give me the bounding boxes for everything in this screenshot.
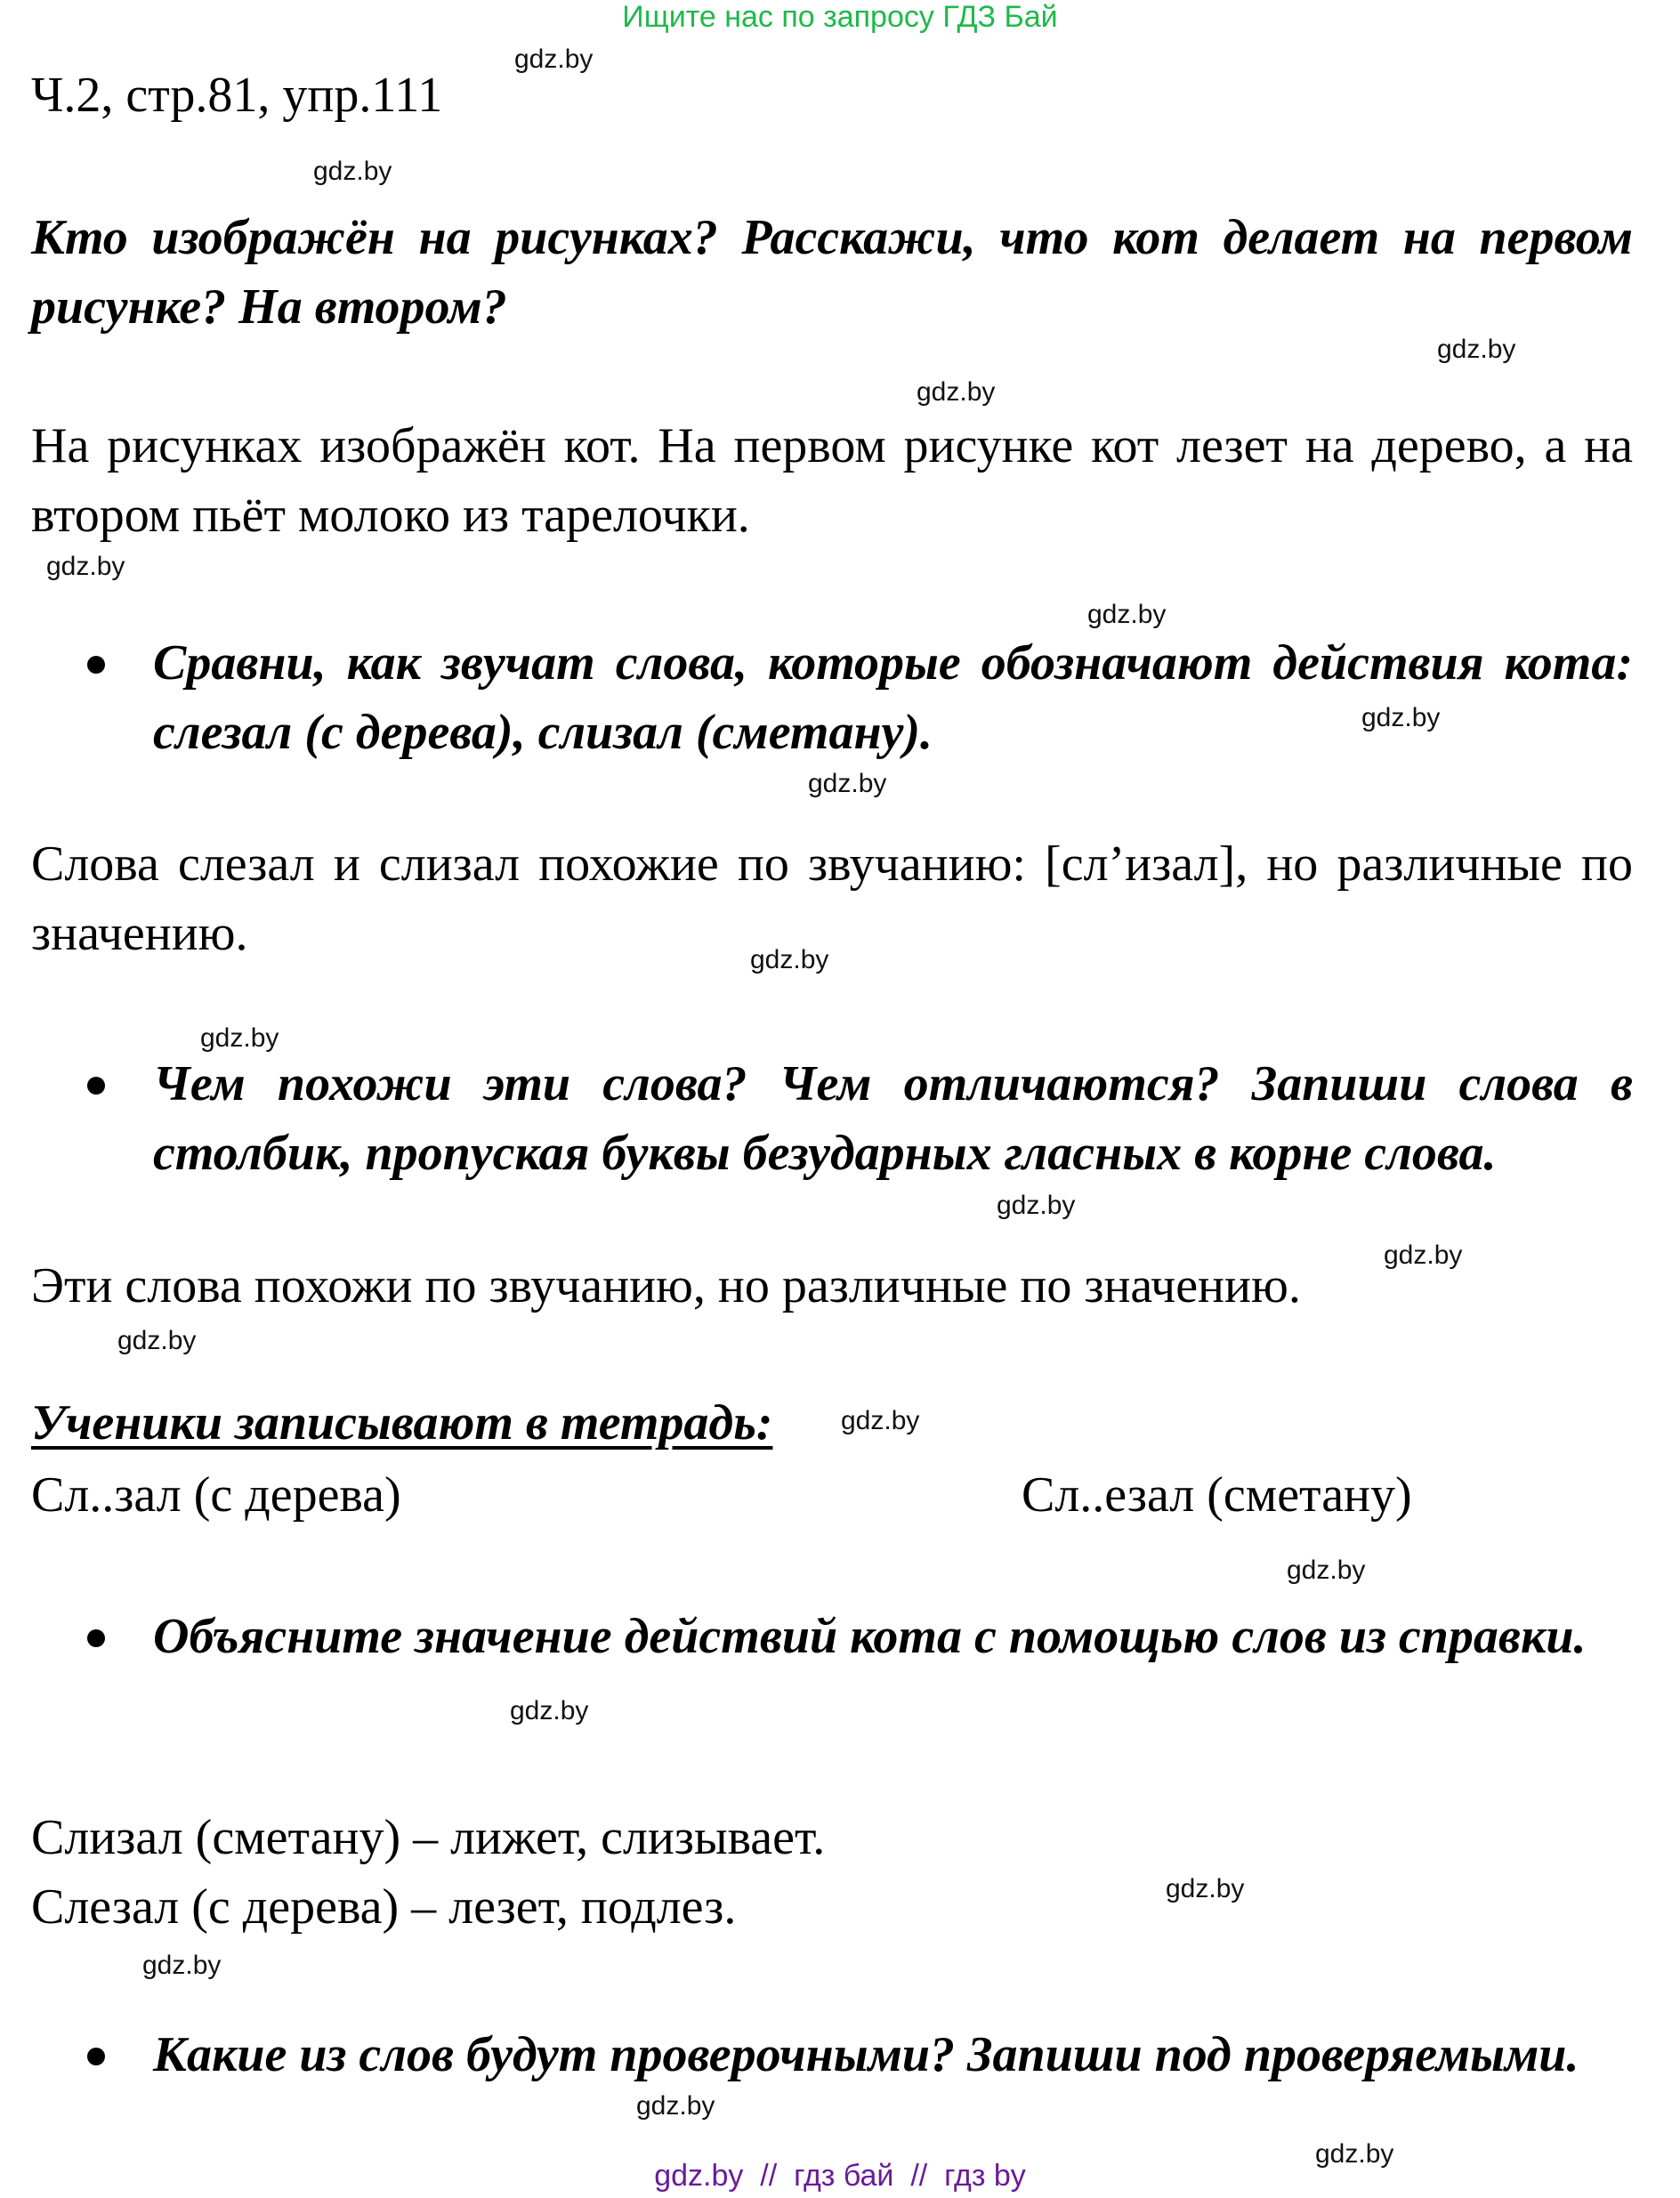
watermark: gdz.by	[142, 1951, 222, 1980]
question-3: Чем похожи эти слова? Чем отличаются? Запиши слова в столбик, пропуская буквы безударных гласных в корне слова.	[153, 1056, 1633, 1181]
question-1: Кто изображён на рисунках? Расскажи, что кот делает на первом рисунке? На втором?	[31, 210, 1633, 335]
watermark: gdz.by	[808, 769, 887, 798]
watermark: gdz.by	[117, 1326, 197, 1355]
top-banner: Ищите нас по запросу ГДЗ Бай	[622, 0, 1058, 34]
watermark: gdz.by	[514, 44, 594, 74]
watermark: gdz.by	[917, 377, 996, 407]
question-2: Сравни, как звучат слова, которые обозначают действия кота: слезал (с дерева), слизал (сметану).	[153, 635, 1633, 760]
answer-1: На рисунках изображён кот. На первом рисунке кот лезет на дерево, а на втором пьёт молоко из тарелочки.	[31, 418, 1633, 543]
answer-2: Слова слезал и слизал похожие по звучанию: [сл’изал], но различные по значению.	[31, 836, 1633, 961]
answer-4-line-2: Слезал (с дерева) – лезет, подлез.	[31, 1879, 737, 1935]
watermark: gdz.by	[997, 1191, 1076, 1220]
answer-3: Эти слова похожи по звучанию, но различные по значению.	[31, 1258, 1301, 1313]
watermark: gdz.by	[46, 552, 125, 581]
answer-4-line-1: Слизал (сметану) – лижет, слизывает.	[31, 1810, 826, 1865]
question-5: Какие из слов будут проверочными? Запиши под проверяемыми.	[153, 2027, 1579, 2082]
watermark: gdz.by	[841, 1406, 920, 1435]
notebook-heading: Ученики записывают в тетрадь:	[31, 1395, 773, 1451]
watermark: gdz.by	[313, 157, 392, 186]
bullet-icon	[87, 1629, 105, 1647]
page-heading: Ч.2, стр.81, упр.111	[31, 68, 443, 123]
watermark: gdz.by	[1384, 1240, 1463, 1270]
watermark: gdz.by	[1166, 1874, 1245, 1903]
watermark: gdz.by	[636, 2091, 715, 2121]
notebook-word-right: Сл..езал (сметану)	[1022, 1467, 1412, 1523]
bullet-icon	[87, 1077, 105, 1095]
watermark: gdz.by	[1361, 703, 1441, 732]
watermark: gdz.by	[510, 1696, 589, 1725]
notebook-word-left: Сл..зал (с дерева)	[31, 1467, 401, 1523]
footer-links: gdz.by // гдз бай // гдз by	[654, 2159, 1026, 2193]
watermark: gdz.by	[1315, 2139, 1394, 2169]
bullet-icon	[87, 656, 105, 674]
watermark: gdz.by	[1437, 335, 1516, 364]
question-4: Объясните значение действий кота с помощью слов из справки.	[153, 1609, 1587, 1664]
bullet-icon	[87, 2048, 105, 2065]
watermark: gdz.by	[750, 945, 829, 974]
watermark: gdz.by	[1287, 1556, 1366, 1585]
watermark: gdz.by	[1087, 600, 1167, 629]
watermark: gdz.by	[200, 1023, 279, 1053]
